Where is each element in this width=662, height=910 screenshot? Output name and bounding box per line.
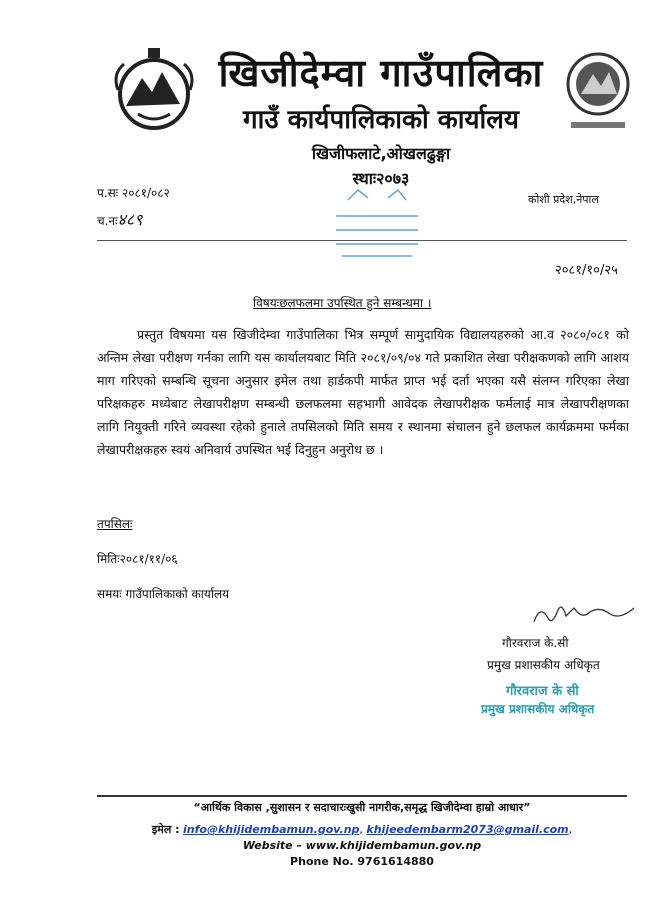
chana-label: च.नः <box>97 214 118 228</box>
established-year: स्थाः२०७३ <box>352 169 410 188</box>
signatory-name: गौरवराज के.सी <box>502 636 569 650</box>
footer-motto: “आर्थिक विकास ,सुशासन र सदाचारःखुसी नागरीक,समृद्ध खिजीदेम्वा हाम्रो आधार” <box>193 801 531 814</box>
reference-chana <box>97 208 143 230</box>
footer-emails: इमेल : info@khijidembamun.gov.np, khijeedembarm2073@gmail.com, <box>151 823 573 836</box>
tapsil-date: मितिः२०८१/११/०६ <box>97 552 178 566</box>
tapsil-time: समयः गाउँपालिकाको कार्यालय <box>97 587 230 601</box>
footer-divider <box>97 795 627 797</box>
chana-value: ४८९ <box>117 210 143 229</box>
email-link-2[interactable]: khijeedembarm2073@gmail.com <box>366 823 569 836</box>
header-divider <box>97 240 627 241</box>
seal-name: गौरवराज के सी <box>506 684 579 699</box>
letter-subject: विषयःछलफलमा उपस्थित हुने सम्बन्धमा । <box>253 296 432 310</box>
office-stamp-icon <box>328 186 426 264</box>
email-label: इमेल : <box>151 823 180 836</box>
letter-body: प्रस्तुत विषयमा यस खिजीदेम्वा गाउँपालिका भित्र सम्पूर्ण सामुदायिक विद्यालयहरुको आ.व २०८०/०८१ को अन्तिम लेखा परीक्षण गर्नका लागि यस कार्यालयबाट मिति २०८१/०९/०४ गते प्रकाशित लेखा परीक्षकणको लागि आशय माग गरिएको सम्बन्धि सूचना अनुसार इमेल तथा हार्डकपी मार्फत प्राप्त भई दर्ता भएका यसै संलग्न गरिएका लेखा परिक्षकहरु मध्येबाट लेखापरीक्षण सम्बन्धी छलफलमा सहभागी आवेदक लेखापरीक्षक फर्मलाई मात्र लेखापरीक्षणका लागि नियुक्ती गरिने व्यवस्था रहेको हुनाले तपसिलको मिति समय र स्थानमा संचालन हुने छलफल कार्यक्रममा फर्मका लेखापरीक्षकहरु स्वयं अनिवार्य उपस्थित भई दिनुहुन अनुरोध छ । <box>97 327 629 457</box>
municipality-title: खिजीदेम्वा गाउँपालिका <box>218 51 544 95</box>
province-label: कोशी प्रदेश,नेपाल <box>528 193 599 206</box>
signatory-title: प्रमुख प्रशासकीय अधिकृत <box>487 658 600 672</box>
handwritten-signature-icon <box>530 598 640 632</box>
footer-phone: Phone No. 9761614880 <box>290 855 434 868</box>
office-address: खिजीफलाटे,ओखलढुङ्गा <box>311 144 451 163</box>
nepal-emblem-icon <box>108 44 200 136</box>
email-link-1[interactable]: info@khijidembamun.gov.np <box>183 823 360 836</box>
reference-ps: प.सः २०८१/०८२ <box>97 186 170 200</box>
seal-title: प्रमुख प्रशासकीय अधिकृत <box>481 702 595 716</box>
footer-website[interactable]: Website – www.khijidembamun.gov.np <box>242 839 482 852</box>
letter-date: २०८१/१०/२५ <box>555 263 618 278</box>
office-title: गाउँ कार्यपालिकाको कार्यालय <box>243 105 519 135</box>
tapsil-heading: तपसिलः <box>97 517 133 531</box>
municipality-logo-icon <box>563 42 633 134</box>
